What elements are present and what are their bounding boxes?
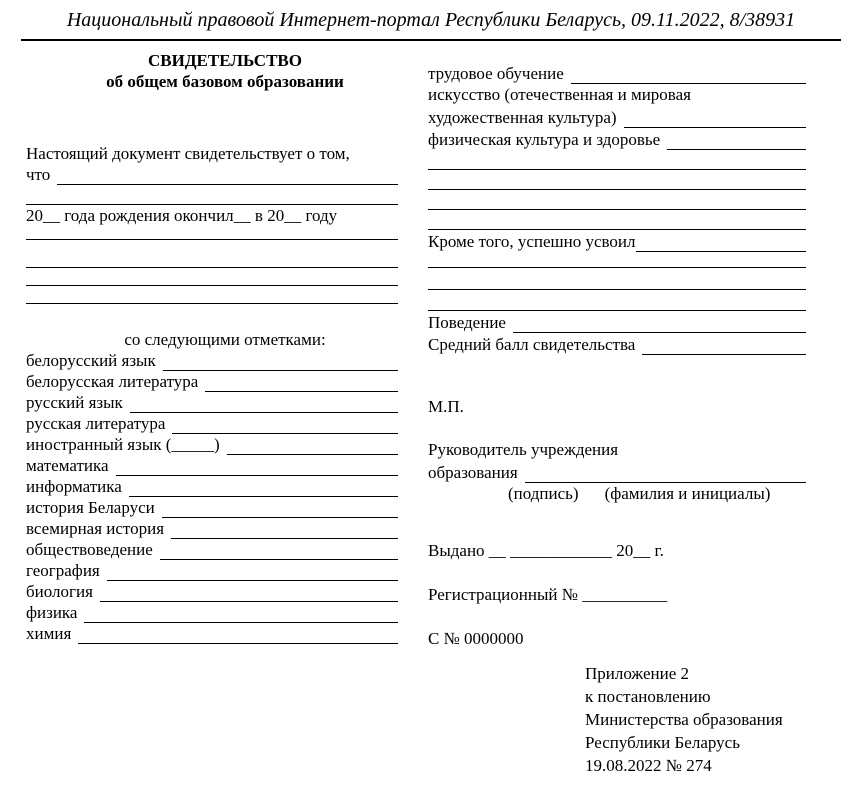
signature-caption: (подпись) bbox=[508, 484, 579, 503]
blank-line bbox=[26, 240, 398, 268]
labour-training-row bbox=[428, 62, 806, 84]
grade-fill-line bbox=[163, 370, 398, 371]
certificate-title: СВИДЕТЕЛЬСТВО bbox=[148, 51, 302, 70]
series-number: С № 0000000 bbox=[428, 629, 524, 648]
subject-label: химия bbox=[26, 624, 72, 643]
average-grade-label: Средний балл свидетельства bbox=[428, 335, 636, 354]
physical-education-label: физическая культура и здоровье bbox=[428, 130, 661, 149]
subject-row bbox=[26, 392, 398, 413]
additional-subjects-row bbox=[428, 230, 806, 252]
grade-fill-line bbox=[129, 496, 398, 497]
blank-line bbox=[428, 170, 806, 190]
statement-text: Настоящий документ свидетельствует о том, bbox=[26, 144, 350, 163]
subject-label: всемирная история bbox=[26, 519, 165, 538]
grade-fill-line bbox=[172, 433, 398, 434]
grade-fill-line bbox=[78, 643, 398, 644]
blank-line bbox=[428, 268, 806, 290]
behavior-row bbox=[428, 311, 806, 333]
art-label-line1: искусство (отечественная и мировая bbox=[428, 85, 691, 104]
subject-label: информатика bbox=[26, 477, 122, 496]
blank-line bbox=[26, 286, 398, 304]
labour-training-label: трудовое обучение bbox=[428, 64, 564, 83]
subject-row bbox=[26, 623, 398, 644]
subject-row bbox=[26, 518, 398, 539]
name-fill-line bbox=[57, 184, 398, 185]
appendix-line: Министерства образования bbox=[585, 710, 783, 729]
subject-row bbox=[26, 350, 398, 371]
additional-subjects-label: Кроме того, успешно усвоил bbox=[428, 232, 636, 251]
grade-fill-line bbox=[624, 127, 806, 128]
art-label-line2: художественная культура) bbox=[428, 108, 617, 127]
grade-fill-line bbox=[116, 475, 398, 476]
grade-fill-line bbox=[205, 391, 398, 392]
subject-label: белорусский язык bbox=[26, 351, 156, 370]
grade-fill-line bbox=[227, 454, 398, 455]
subject-label: биология bbox=[26, 582, 93, 601]
certificate-subtitle: об общем базовом образовании bbox=[106, 72, 344, 91]
fill-line bbox=[513, 332, 806, 333]
subject-label: математика bbox=[26, 456, 109, 475]
blank-line bbox=[26, 226, 398, 240]
name-fill-row bbox=[26, 164, 398, 185]
subject-row bbox=[26, 413, 398, 434]
subject-label: русский язык bbox=[26, 393, 123, 412]
physical-education-row bbox=[428, 128, 806, 150]
subject-label: русская литература bbox=[26, 414, 166, 433]
appendix-line: Республики Беларусь bbox=[585, 733, 740, 752]
blank-line bbox=[26, 185, 398, 205]
blank-line bbox=[26, 268, 398, 286]
subject-row bbox=[26, 476, 398, 497]
head-of-institution-row bbox=[428, 461, 806, 483]
grade-fill-line bbox=[160, 559, 398, 560]
header-rule bbox=[21, 39, 841, 41]
grade-fill-line bbox=[107, 580, 398, 581]
birth-year-line: 20__ года рождения окончил__ в 20__ году bbox=[26, 206, 338, 225]
subject-label: история Беларуси bbox=[26, 498, 155, 517]
blank-line bbox=[428, 252, 806, 268]
appendix-block bbox=[585, 662, 783, 777]
grade-fill-line bbox=[84, 622, 398, 623]
appendix-line: к постановлению bbox=[585, 687, 711, 706]
subject-label: география bbox=[26, 561, 100, 580]
subject-label: белорусская литература bbox=[26, 372, 199, 391]
subject-row bbox=[26, 560, 398, 581]
appendix-line: Приложение 2 bbox=[585, 664, 689, 683]
blank-line bbox=[428, 150, 806, 170]
blank-line bbox=[428, 190, 806, 210]
appendix-line: 19.08.2022 № 274 bbox=[585, 756, 712, 775]
blank-line bbox=[428, 210, 806, 230]
grade-fill-line bbox=[100, 601, 398, 602]
subject-label: обществоведение bbox=[26, 540, 153, 559]
fill-line bbox=[636, 251, 807, 252]
subject-row bbox=[26, 602, 398, 623]
grade-fill-line bbox=[162, 517, 398, 518]
seal-label: М.П. bbox=[428, 397, 464, 416]
subject-label: физика bbox=[26, 603, 78, 622]
subject-row bbox=[26, 497, 398, 518]
subject-label: иностранный язык (_____) bbox=[26, 435, 220, 454]
average-grade-row bbox=[428, 333, 806, 355]
issued-line: Выдано __ ____________ 20__ г. bbox=[428, 541, 664, 560]
signature-captions bbox=[428, 483, 806, 504]
statement-prefix: что bbox=[26, 165, 51, 184]
subject-row bbox=[26, 539, 398, 560]
marks-heading: со следующими отметками: bbox=[124, 330, 326, 349]
fill-line bbox=[642, 354, 806, 355]
art-row bbox=[428, 106, 806, 128]
head-of-institution-line2: образования bbox=[428, 463, 518, 482]
left-column bbox=[26, 50, 398, 644]
behavior-label: Поведение bbox=[428, 313, 506, 332]
name-caption: (фамилия и инициалы) bbox=[604, 484, 771, 503]
subject-row bbox=[26, 581, 398, 602]
grade-fill-line bbox=[667, 149, 806, 150]
subject-row bbox=[26, 455, 398, 476]
grade-fill-line bbox=[130, 412, 398, 413]
grade-fill-line bbox=[171, 538, 398, 539]
blank-line bbox=[428, 290, 806, 311]
portal-header: Национальный правовой Интернет-портал Республики Беларусь, 09.11.2022, 8/38931 bbox=[66, 9, 796, 31]
head-of-institution-line1: Руководитель учреждения bbox=[428, 440, 619, 459]
subject-row bbox=[26, 434, 398, 455]
subject-row bbox=[26, 371, 398, 392]
registration-line: Регистрационный № __________ bbox=[428, 585, 668, 604]
right-column bbox=[428, 62, 806, 650]
